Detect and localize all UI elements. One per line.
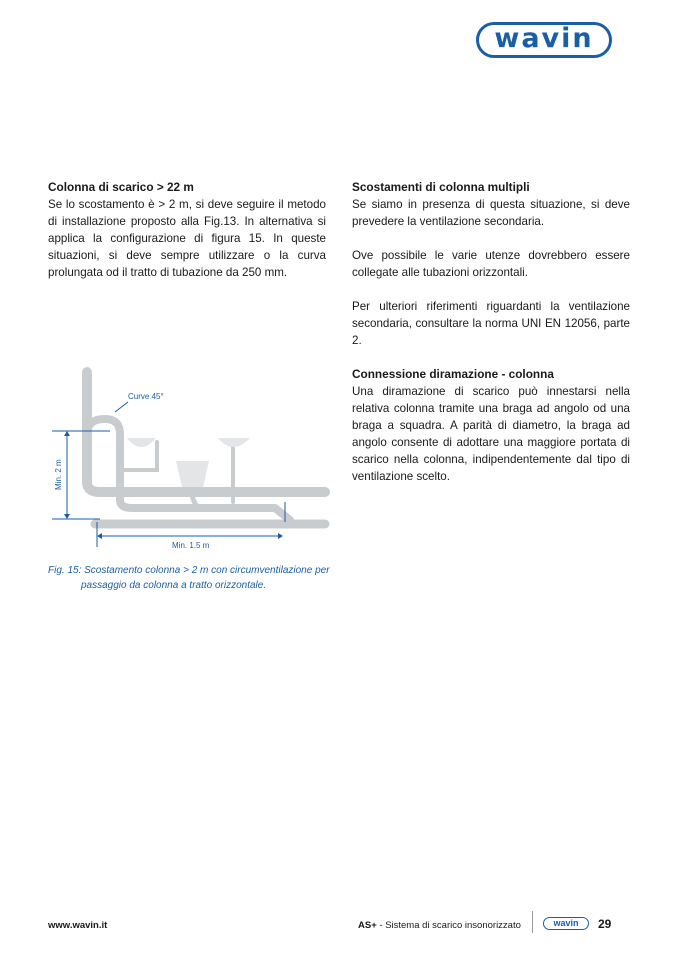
caption-line: Fig. 15: Scostamento colonna > 2 m con circumventilazione per <box>48 565 330 576</box>
doc-prefix: AS+ <box>358 920 377 931</box>
paragraph: Se lo scostamento è > 2 m, si deve seguire il metodo di installazione proposto alla Fig.13. In alternativa si applica la configurazione di figura 15. In queste situazioni, si deve sempre utilizzare o la curva prolungata od il tratto di tubazione da 250 mm. <box>48 198 326 279</box>
footer-divider <box>532 911 533 933</box>
doc-title: - Sistema di scarico insonorizzato <box>376 920 521 931</box>
section-heading: Colonna di scarico > 22 m <box>48 180 194 194</box>
paragraph: Per ulteriori riferimenti riguardanti la ventilazione secondaria, consultare la norma UNI EN 12056, parte 2. <box>352 300 630 347</box>
figure-caption <box>48 563 348 593</box>
page-number: 29 <box>598 917 612 931</box>
footer-wavin-logo: wavin <box>543 917 589 930</box>
paragraph: Ove possibile le varie utenze dovrebbero essere collegate alle tubazioni orizzontali. <box>352 249 630 279</box>
paragraph: Una diramazione di scarico può innestarsi nella relativa colonna tramite una braga ad angolo od una braga a squadra. A parità di diametro, la braga ad angolo consente di adottare una maggiore portata di scarico nella colonna, indipendentemente dal tipo di ventilazione scelto. <box>352 385 630 483</box>
section-heading: Scostamenti di colonna multipli <box>352 180 530 194</box>
footer-doc-title <box>358 920 521 931</box>
height-label: Min. 2 m <box>54 459 63 490</box>
section-heading: Connessione diramazione - colonna <box>352 367 554 381</box>
curve-label: Curve 45° <box>128 392 164 401</box>
right-column <box>352 179 630 502</box>
pipes <box>87 372 325 524</box>
left-column <box>48 179 326 298</box>
caption-line: passaggio da colonna a tratto orizzontale. <box>81 580 267 591</box>
wavin-logo: wavin <box>476 22 612 58</box>
pipe-diagram <box>40 362 340 552</box>
washbasin <box>127 438 156 447</box>
washbasin <box>218 438 250 447</box>
footer-url[interactable]: www.wavin.it <box>48 920 108 931</box>
toilet <box>176 461 209 487</box>
width-label: Min. 1.5 m <box>172 541 210 550</box>
paragraph: Se siamo in presenza di questa situazione, si deve prevedere la ventilazione secondaria. <box>352 198 630 228</box>
